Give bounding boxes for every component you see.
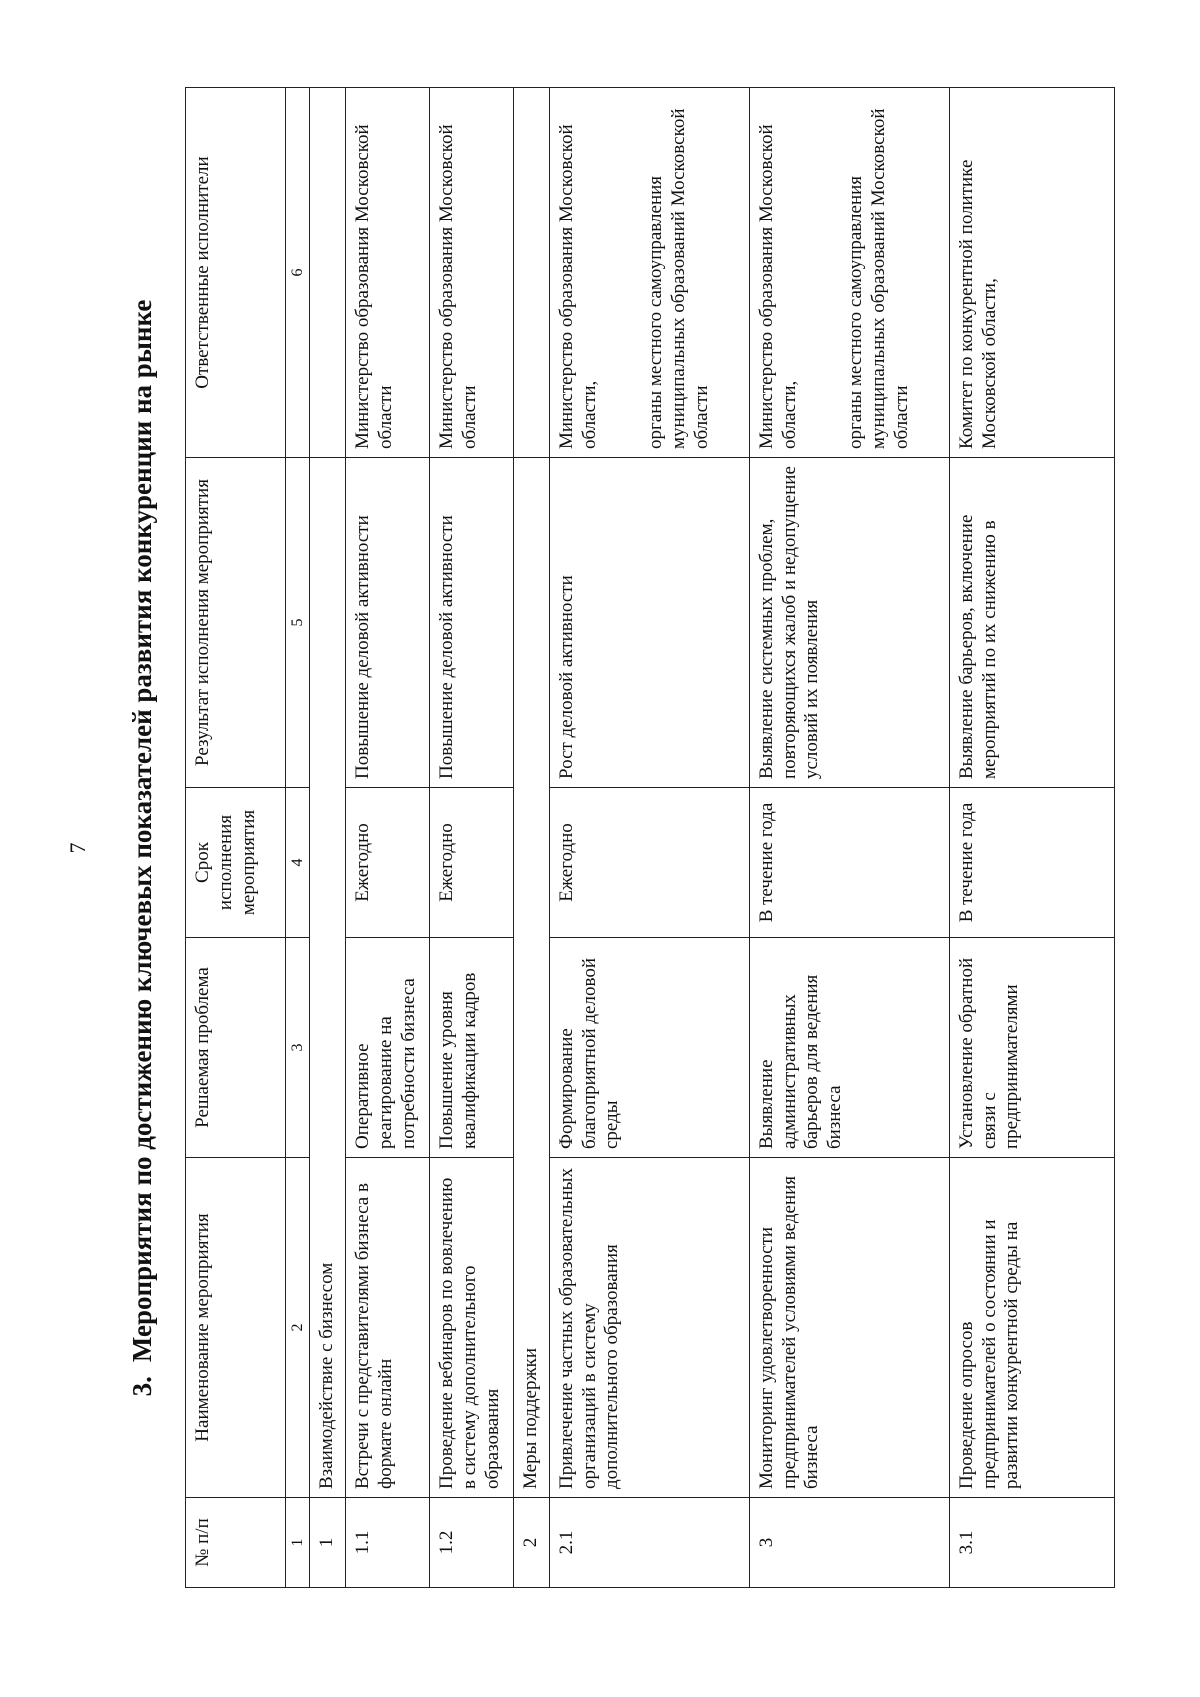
section-blank-cell — [513, 88, 549, 458]
term-cell: В течение года — [749, 788, 949, 938]
column-number: 1 — [286, 1498, 310, 1588]
document-title — [127, 68, 158, 1628]
row-number: 3.1 — [949, 1498, 1114, 1588]
executor-cell: Министерство образования Московской области — [429, 88, 513, 458]
row-number: 2.1 — [549, 1498, 749, 1588]
measure-name: Проведение опросов предпринимателей о состоянии и развитии конкурентной среды на — [949, 1158, 1114, 1498]
result-cell: Выявление системных проблем, повторяющихся жалоб и недопущение условий их появления — [749, 458, 949, 788]
header-term: Срок исполнения мероприятия — [186, 788, 286, 938]
column-number: 4 — [286, 788, 310, 938]
column-number: 5 — [286, 458, 310, 788]
title-number: 3. — [127, 1376, 157, 1397]
section-row — [513, 88, 549, 1588]
section-number: 1 — [310, 1498, 346, 1588]
measures-table — [185, 87, 1115, 1588]
problem-cell: Формирование благоприятной деловой среды — [549, 938, 749, 1158]
term-cell: Ежегодно — [345, 788, 429, 938]
executor-primary: Министерство образования Московской области, — [555, 124, 600, 449]
table-row — [949, 88, 1114, 1588]
table-row — [345, 88, 429, 1588]
row-number: 1.1 — [345, 1498, 429, 1588]
column-number: 3 — [286, 938, 310, 1158]
table-row — [749, 88, 949, 1588]
section-blank-cell — [310, 88, 346, 458]
problem-cell: Выявление административных барьеров для ведения бизнеса — [749, 938, 949, 1158]
title-text: Мероприятия по достижению ключевых показателей развития конкуренции на рынке — [127, 299, 157, 1363]
column-number: 6 — [286, 88, 310, 458]
header-row — [186, 88, 286, 1588]
executor-cell: Министерство образования Московской области — [345, 88, 429, 458]
term-cell: Ежегодно — [549, 788, 749, 938]
measure-name: Встречи с представителями бизнеса в формате онлайн — [345, 1158, 429, 1498]
header-no: № п/п — [186, 1498, 286, 1588]
executor-cell — [749, 88, 949, 458]
row-number: 1.2 — [429, 1498, 513, 1588]
executor-cell — [549, 88, 749, 458]
problem-cell: Установление обратной связи с предпринимателями — [949, 938, 1114, 1158]
page-number: 7 — [65, 842, 90, 854]
term-cell: Ежегодно — [429, 788, 513, 938]
table-row — [549, 88, 749, 1588]
column-number: 2 — [286, 1158, 310, 1498]
rotated-page — [65, 68, 1135, 1628]
result-cell: Рост деловой активности — [549, 458, 749, 788]
executor-cell: Комитет по конкурентной политике Московской области, — [949, 88, 1114, 458]
section-row — [310, 88, 346, 1588]
problem-cell: Оперативное реагирование на потребности бизнеса — [345, 938, 429, 1158]
table-row — [429, 88, 513, 1588]
executor-primary: Министерство образования Московской области, — [755, 124, 800, 449]
result-cell: Повышение деловой активности — [345, 458, 429, 788]
result-cell: Выявление барьеров, включение мероприятий по их снижению в — [949, 458, 1114, 788]
measure-name: Проведение вебинаров по вовлечению в систему дополнительного образования — [429, 1158, 513, 1498]
term-cell: В течение года — [949, 788, 1114, 938]
section-title: Меры поддержки — [513, 458, 549, 1498]
result-cell: Повышение деловой активности — [429, 458, 513, 788]
header-name: Наименование мероприятия — [186, 1158, 286, 1498]
row-number: 3 — [749, 1498, 949, 1588]
header-executor: Ответственные исполнители — [186, 88, 286, 458]
problem-cell: Повышение уровня квалификации кадров — [429, 938, 513, 1158]
measure-name: Привлечение частных образовательных организаций в систему дополнительного образования — [549, 1158, 749, 1498]
header-problem: Решаемая проблема — [186, 938, 286, 1158]
column-numbers-row — [286, 88, 310, 1588]
executor-secondary: органы местного самоуправления муниципальных образований Московской области — [645, 108, 712, 449]
section-title: Взаимодействие с бизнесом — [310, 458, 346, 1498]
header-result: Результат исполнения мероприятия — [186, 458, 286, 788]
measure-name: Мониторинг удовлетворенности предпринимателей условиями ведения бизнеса — [749, 1158, 949, 1498]
executor-secondary: органы местного самоуправления муниципальных образований Московской области — [845, 108, 912, 449]
section-number: 2 — [513, 1498, 549, 1588]
